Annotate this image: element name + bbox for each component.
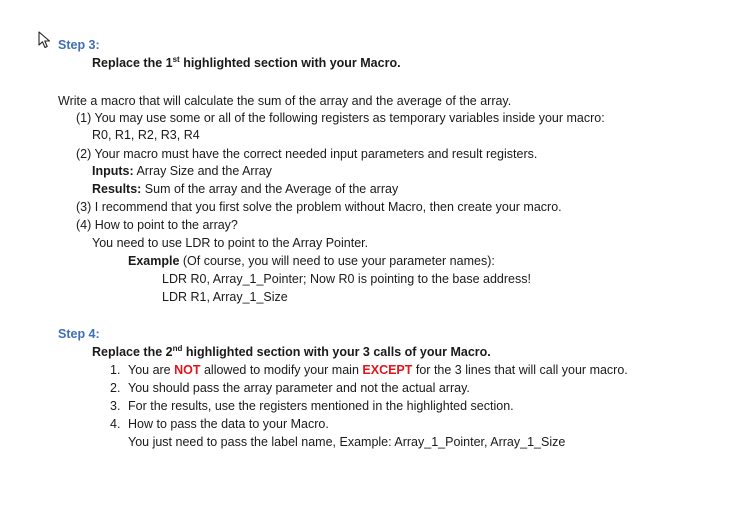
step4-instruction: Replace the 2nd highlighted section with your 3 calls of your Macro. xyxy=(92,344,491,359)
step3-item-4-text: You need to use LDR to point to the Array Pointer. xyxy=(92,236,369,250)
step3-item-1-registers: R0, R1, R2, R3, R4 xyxy=(92,128,200,142)
step4-item-4-number: 4. xyxy=(110,417,121,431)
step4-item-2: You should pass the array parameter and not the actual array. xyxy=(128,381,470,395)
step3-instruction: Replace the 1st highlighted section with your Macro. xyxy=(92,55,401,70)
step3-code-line-2: LDR R1, Array_1_Size xyxy=(162,290,288,304)
step4-item-2-number: 2. xyxy=(110,381,121,395)
step3-example: Example (Of course, you will need to use your parameter names): xyxy=(128,254,495,268)
step3-intro: Write a macro that will calculate the sum of the array and the average of the array. xyxy=(58,94,512,108)
step4-item-1-number: 1. xyxy=(110,363,121,377)
step3-item-3: (3) I recommend that you first solve the problem without Macro, then create your macro. xyxy=(76,200,562,214)
step3-results: Results: Sum of the array and the Average of the array xyxy=(92,182,399,196)
step3-item-1: (1) You may use some or all of the following registers as temporary variables inside your macro: xyxy=(76,111,605,125)
step3-item-2: (2) Your macro must have the correct needed input parameters and result registers. xyxy=(76,147,538,161)
step3-code-line-1: LDR R0, Array_1_Pointer; Now R0 is pointing to the base address! xyxy=(162,272,531,286)
step3-item-4: (4) How to point to the array? xyxy=(76,218,238,232)
step4-heading: Step 4: xyxy=(58,327,100,341)
step3-heading: Step 3: xyxy=(58,38,100,52)
step4-item-3-number: 3. xyxy=(110,399,121,413)
step4-item-3: For the results, use the registers mentioned in the highlighted section. xyxy=(128,399,514,413)
step3-inputs: Inputs: Array Size and the Array xyxy=(92,164,272,178)
step4-item-4: How to pass the data to your Macro. xyxy=(128,417,329,431)
step4-item-1: You are NOT allowed to modify your main EXCEPT for the 3 lines that will call your macro. xyxy=(128,363,628,377)
step4-item-4-text: You just need to pass the label name, Example: Array_1_Pointer, Array_1_Size xyxy=(128,435,566,449)
mouse-pointer-icon xyxy=(38,31,52,49)
